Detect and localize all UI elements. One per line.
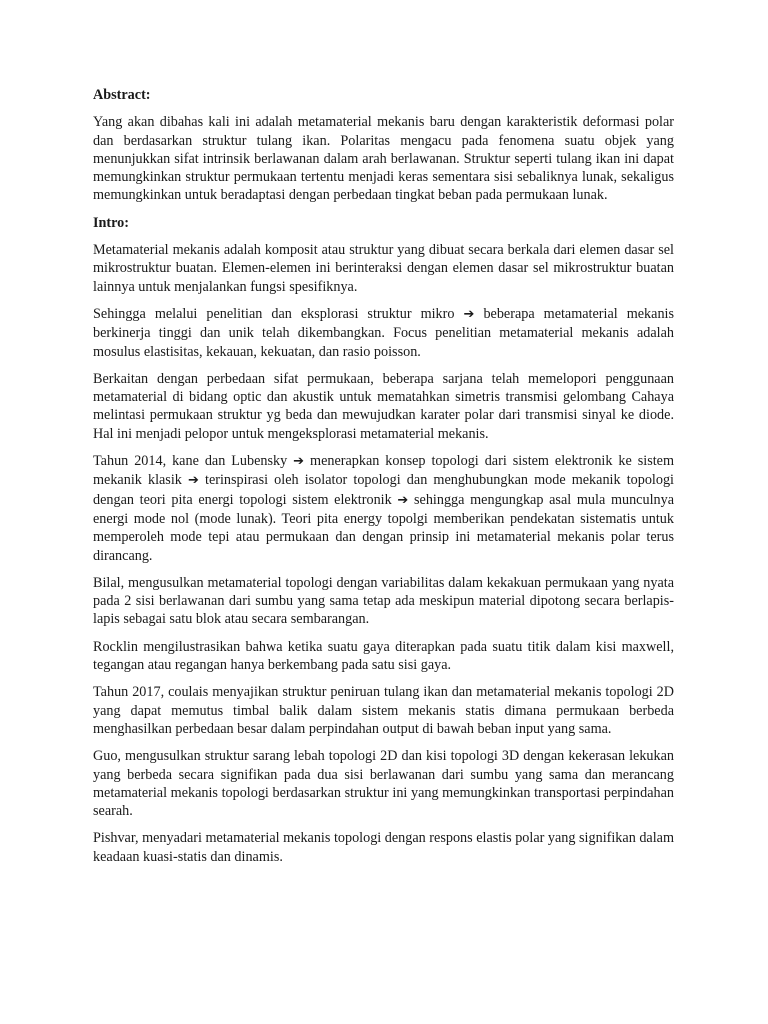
intro-paragraph-9: [93, 829, 674, 866]
right-arrow-icon: ➔: [187, 473, 199, 489]
paragraph-text: Tahun 2017, coulais menyajikan struktur peniruan tulang ikan dan metamaterial mekanis topologi 2D yang dapat memutus timbal balik dalam sistem mekanis statis dimana permukaan berbeda menghasilkan perbedaan besar dalam perpindahan output di bawah beban input yang sama.: [93, 684, 674, 737]
paragraph-text: beberapa metamaterial mekanis berkinerja tinggi dan unik telah dikembangkan. Focus penelitian metamaterial mekanis adalah mosulus elastisitas, kekauan, kekuatan, dan rasio poisson.: [93, 305, 675, 360]
right-arrow-icon: ➔: [463, 306, 475, 322]
intro-heading: Intro:: [93, 214, 129, 231]
paragraph-text: Tahun 2014, kane dan Lubensky: [93, 453, 294, 470]
paragraph-text: Metamaterial mekanis adalah komposit atau struktur yang dibuat secara berkala dari elemen dasar sel mikrostruktur buatan. Elemen-elemen ini berinteraksi dengan elemen dasar sel mikrostruktur buatan lainnya untuk menjalankan fungsi spesifiknya.: [93, 242, 674, 295]
intro-paragraph-4: [93, 452, 674, 565]
paragraph-text: Sehingga melalui penelitian dan eksplorasi struktur mikro: [93, 305, 464, 322]
intro-paragraph-8: [93, 747, 674, 820]
paragraph-text: terinspirasi oleh isolator topologi dan menghubungkan mode mekanik topologi dengan teori pita energi topologi sistem elektronik: [93, 472, 674, 508]
right-arrow-icon: ➔: [293, 454, 305, 470]
paragraph-text: Rocklin mengilustrasikan bahwa ketika suatu gaya diterapkan pada suatu titik dalam kisi maxwell, tegangan atau regangan hanya berkembang pada satu sisi gaya.: [93, 638, 674, 674]
right-arrow-icon: ➔: [397, 492, 409, 508]
intro-paragraph-1: [93, 241, 674, 296]
intro-paragraph-7: [93, 683, 674, 738]
intro-paragraph-6: [93, 638, 674, 675]
paragraph-text: Pishvar, menyadari metamaterial mekanis topologi dengan respons elastis polar yang signifikan dalam keadaan kuasi-statis dan dinamis.: [93, 830, 674, 865]
intro-paragraph-3: [93, 370, 674, 443]
abstract-paragraph: Yang akan dibahas kali ini adalah metamaterial mekanis baru dengan karakteristik deformasi polar dan berdasarkan struktur tulang ikan. Polaritas mengacu pada fenomena suatu objek yang menunjukkan sifat intrinsik berlawanan dalam arah berlawanan. Struktur seperti tulang ikan ini dapat memungkinkan struktur permukaan tertentu menjadi keras sementara sisi sebaliknya lunak, sekaligus memungkinkan untuk beradaptasi dengan perbedaan tingkat beban pada permukaan lunak.: [93, 114, 674, 204]
paragraph-text: Berkaitan dengan perbedaan sifat permukaan, beberapa sarjana telah memelopori penggunaan metamaterial di bidang optic dan akustik untuk mematahkan simetris transmisi gelombang Cahaya melintasi permukaan struktur yg beda dan mewujudkan karater polar dari transmisi sinyal ke diode. Hal ini menjadi pelopor untuk mengeksplorasi metamaterial mekanis.: [93, 370, 674, 442]
paragraph-text: menerapkan konsep topologi dari sistem elektronik ke sistem mekanik klasik: [93, 453, 674, 489]
paragraph-text: sehingga mengungkap asal mula munculnya energi mode nol (mode lunak). Teori pita energy topolgi memberikan pendekatan sistematis untuk memperoleh mode tepi atau permukaan dan dengan prinsip ini metamaterial mekanis polar terus dirancang.: [93, 491, 674, 564]
document-body: [93, 86, 674, 875]
intro-paragraph-5: [93, 574, 674, 629]
abstract-heading: Abstract:: [93, 87, 151, 103]
intro-paragraph-2: [93, 305, 674, 361]
paragraph-text: Guo, mengusulkan struktur sarang lebah topologi 2D dan kisi topologi 3D dengan kekerasan lekukan yang berbeda secara signifikan pada dua sisi berlawanan dari sumbu yang sama dan merancang metamaterial mekanis topologi berdasarkan struktur ini yang memungkinkan transportasi perpindahan searah.: [93, 748, 674, 820]
paragraph-text: Bilal, mengusulkan metamaterial topologi dengan variabilitas dalam kekakuan permukaan yang nyata pada 2 sisi berlawanan dari sumbu yang sama tetap ada meskipun material dipotong secara berlapis-lapis sebagai satu blok atau secara sembarangan.: [93, 574, 674, 628]
